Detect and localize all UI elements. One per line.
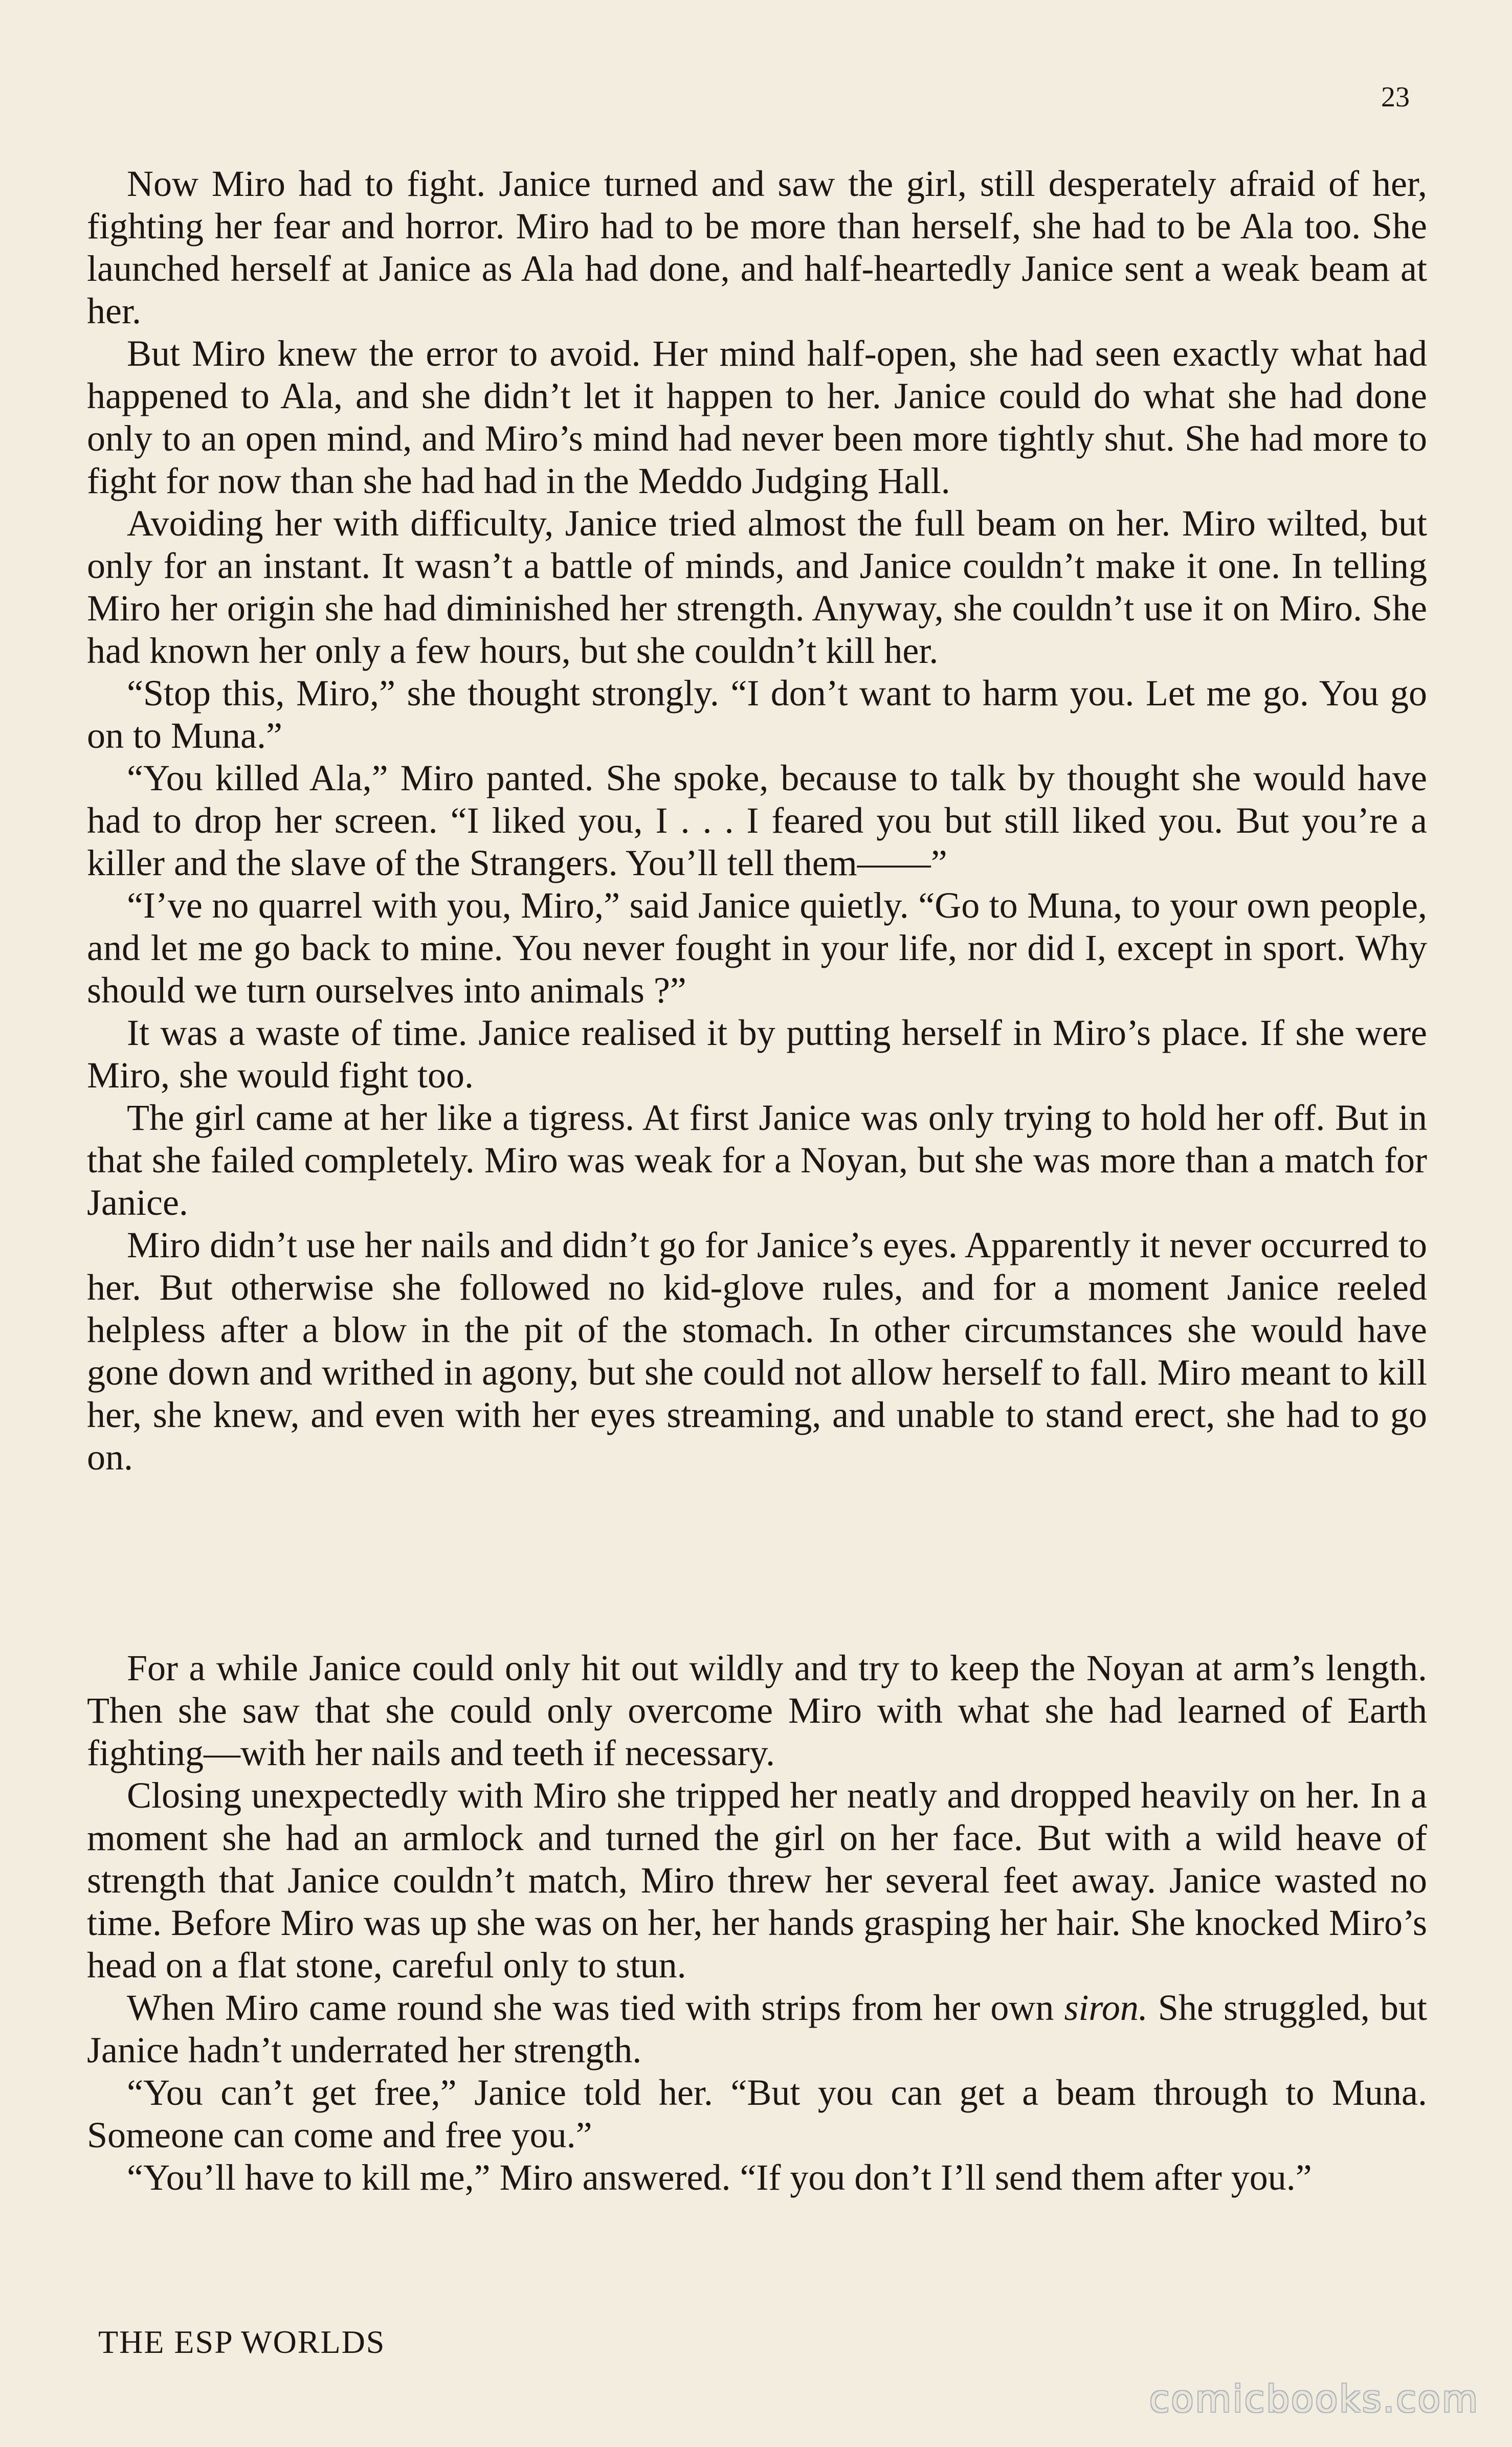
story-paragraph: “Stop this, Miro,” she thought strongly. “I don’t want to harm you. Let me go. You go on to Muna.” [87,673,1427,756]
story-paragraph: The girl came at her like a tigress. At first Janice was only trying to hold her off. But in that she failed completely. Miro was weak for a Noyan, but she was more than a match for Janice. [87,1097,1427,1223]
story-paragraph: “I’ve no quarrel with you, Miro,” said Janice quietly. “Go to Muna, to your own people, and let me go back to mine. You never fought in your life, nor did I, except in sport. Why should we turn ourselves into animals ?” [87,885,1427,1011]
story-paragraph: “You can’t get free,” Janice told her. “But you can get a beam through to Muna. Someone can come and free you.” [87,2072,1427,2155]
story-paragraph: But Miro knew the error to avoid. Her mind half-open, she had seen exactly what had happened to Ala, and she didn’t let it happen to her. Janice could do what she had done only to an open mind, and Miro’s mind had never been more tightly shut. She had more to fight for now than she had had in the Meddo Judging Hall. [87,333,1427,501]
paragraph-text: When Miro came round she was tied with strips from her own [127,1987,1064,2028]
story-section-two [87,1647,1427,2199]
running-footer-title: THE ESP WORLDS [98,2324,386,2360]
story-section-one [87,163,1427,1479]
story-paragraph: “You’ll have to kill me,” Miro answered. “If you don’t I’ll send them after you.” [127,2157,1312,2198]
story-paragraph: For a while Janice could only hit out wildly and try to keep the Noyan at arm’s length. Then she saw that she could only overcome Miro with what she had learned of Earth fighting—with her nails and teeth if necessary. [87,1648,1427,1773]
page-number: 23 [1381,81,1410,113]
watermark: comicbooks.com [1149,2377,1479,2420]
story-paragraph: It was a waste of time. Janice realised it by putting herself in Miro’s place. If she were Miro, she would fight too. [87,1012,1427,1096]
story-paragraph: Now Miro had to fight. Janice turned and saw the girl, still desperately afraid of her, fighting her fear and horror. Miro had to be more than herself, she had to be Ala too. She launched herself at Janice as Ala had done, and half-heartedly Janice sent a weak beam at her. [87,163,1427,331]
story-paragraph: “You killed Ala,” Miro panted. She spoke, because to talk by thought she would have had to drop her screen. “I liked you, I . . . I feared you but still liked you. But you’re a killer and the slave of the Strangers. You’ll tell them——” [87,758,1427,883]
story-paragraph: Miro didn’t use her nails and didn’t go for Janice’s eyes. Apparently it never occurred to her. But otherwise she followed no kid-glove rules, and for a moment Janice reeled helpless after a blow in the pit of the stomach. In other circumstances she would have gone down and writhed in agony, but she could not allow herself to fall. Miro meant to kill her, she knew, and even with her eyes streaming, and unable to stand erect, she had to go on. [87,1225,1427,1478]
story-paragraph: Closing unexpectedly with Miro she tripped her neatly and dropped heavily on her. In a moment she had an armlock and turned the girl on her face. But with a wild heave of strength that Janice couldn’t match, Miro threw her several feet away. Janice wasted no time. Before Miro was up she was on her, her hands grasping her hair. She knocked Miro’s head on a flat stone, careful only to stun. [87,1775,1427,1986]
story-paragraph [87,1987,1427,2072]
paragraph-text: She struggled, but Janice hadn’t underrated her strength. [87,1987,1428,2071]
siron-word: siron. [1064,1987,1148,2028]
story-paragraph: Avoiding her with difficulty, Janice tried almost the full beam on her. Miro wilted, but only for an instant. It wasn’t a battle of minds, and Janice couldn’t make it one. In telling Miro her origin she had diminished her strength. Anyway, she couldn’t use it on Miro. She had known her only a few hours, but she couldn’t kill her. [87,503,1427,671]
